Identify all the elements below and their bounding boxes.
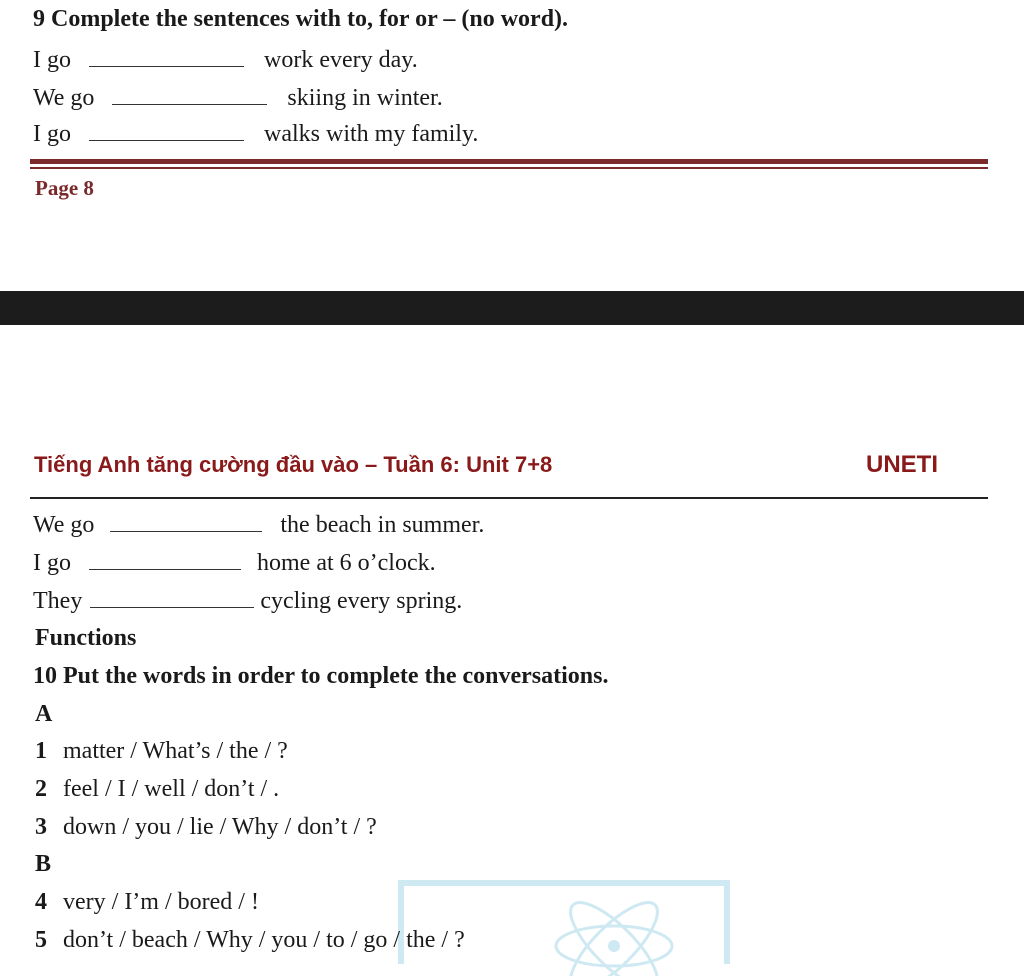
sentence-start: I go: [33, 121, 71, 147]
sentence-start: We go: [33, 85, 95, 111]
sentence-line: [33, 587, 462, 615]
item-text: very / I’m / bored / !: [63, 889, 259, 915]
item-number: 3: [35, 814, 47, 840]
sentence-start: We go: [33, 512, 95, 538]
answer-blank[interactable]: [90, 587, 254, 608]
answer-blank[interactable]: [110, 511, 262, 532]
sentence-start: They: [33, 588, 83, 614]
item-number: 5: [35, 927, 47, 953]
exercise-10-title: 10 Put the words in order to complete the conversations.: [33, 663, 609, 689]
section-a-label: A: [35, 701, 53, 727]
page-footer-rule-thin: [30, 167, 988, 169]
list-item: [35, 738, 288, 765]
section-b-label: B: [35, 851, 52, 877]
answer-blank[interactable]: [89, 46, 244, 67]
item-number: 2: [35, 776, 47, 802]
sentence-line: [33, 46, 418, 74]
page-separator-band: [0, 291, 1024, 325]
functions-heading: Functions: [35, 625, 137, 651]
item-number: 1: [35, 738, 47, 764]
sentence-end: the beach in summer.: [280, 512, 485, 538]
item-text: down / you / lie / Why / don’t / ?: [63, 814, 377, 840]
sentence-start: I go: [33, 550, 71, 576]
sentence-line: [33, 549, 436, 577]
item-number: 4: [35, 889, 47, 915]
page-header-title: Tiếng Anh tăng cường đầu vào – Tuần 6: Unit 7+8: [34, 452, 553, 477]
exercise-9-title: 9 Complete the sentences with to, for or – (no word).: [33, 6, 569, 32]
page-header-rule: [30, 497, 988, 499]
sentence-line: [33, 511, 484, 539]
sentence-start: I go: [33, 47, 71, 73]
list-item: [35, 814, 377, 841]
sentence-end: walks with my family.: [264, 121, 479, 147]
page-number-label: Page 8: [35, 176, 94, 200]
page-footer-rule: [30, 159, 988, 164]
list-item: [35, 889, 259, 916]
answer-blank[interactable]: [89, 120, 244, 141]
sentence-end: cycling every spring.: [260, 588, 463, 614]
item-text: don’t / beach / Why / you / to / go / the / ?: [63, 927, 465, 953]
sentence-end: skiing in winter.: [287, 85, 443, 111]
sentence-line: [33, 120, 478, 148]
answer-blank[interactable]: [89, 549, 241, 570]
item-text: matter / What’s / the / ?: [63, 738, 288, 764]
item-text: feel / I / well / don’t / .: [63, 776, 280, 802]
answer-blank[interactable]: [112, 84, 267, 105]
sentence-end: work every day.: [264, 47, 418, 73]
list-item: [35, 927, 465, 954]
list-item: [35, 776, 279, 803]
page-header-brand: UNETI: [866, 451, 938, 478]
sentence-end: home at 6 o’clock.: [257, 550, 436, 576]
sentence-line: [33, 84, 443, 112]
